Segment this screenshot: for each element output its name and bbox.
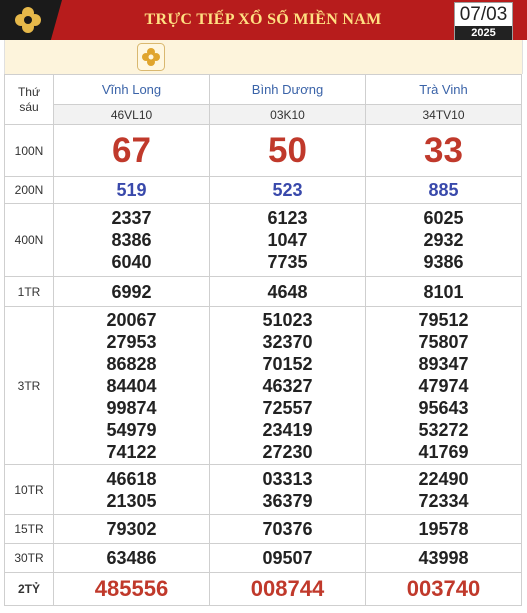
g6-value: 2337 [111, 208, 152, 228]
prize-label: 200N [5, 177, 54, 204]
table-row-special [5, 573, 522, 606]
prize-label: 2TỶ [5, 573, 54, 606]
table-row-g5 [5, 277, 522, 307]
g6-value: 6123 [267, 208, 308, 228]
g2-value: 70376 [210, 515, 366, 544]
flower-button-icon[interactable] [137, 43, 165, 71]
g6-value: 7735 [267, 252, 308, 272]
table-row-g4 [5, 307, 522, 465]
date-year: 2025 [455, 26, 512, 41]
code-cell: 03K10 [210, 105, 366, 125]
g7-value: 519 [54, 177, 210, 204]
table-row-provinces [5, 75, 522, 105]
g4-value: 27953 [106, 331, 157, 352]
g4-value: 23419 [262, 419, 313, 440]
prize-label: 10TR [5, 465, 54, 515]
results-table [4, 74, 522, 606]
g4-value: 70152 [262, 353, 313, 374]
table-row-g6 [5, 204, 522, 277]
table-row-g8 [5, 125, 522, 177]
g4-value: 46327 [262, 375, 313, 396]
g4-value: 89347 [418, 353, 469, 374]
g4-value: 20067 [106, 309, 157, 330]
g5-value: 8101 [366, 277, 522, 307]
code-cell: 46VL10 [54, 105, 210, 125]
g2-value: 19578 [366, 515, 522, 544]
g3-value: 46618 [106, 468, 157, 489]
logo [0, 0, 62, 40]
special-prize-value: 485556 [54, 573, 210, 606]
special-prize-value: 008744 [210, 573, 366, 606]
flower-logo-icon [12, 4, 44, 36]
prize-label: 400N [5, 204, 54, 277]
day-label [5, 75, 54, 125]
g6-cell [54, 204, 210, 277]
table-row-g3 [5, 465, 522, 515]
day-label-line1: Thứ [17, 84, 41, 99]
province-binh-duong[interactable]: Bình Dương [210, 75, 366, 105]
g4-value: 84404 [106, 375, 157, 396]
date-badge [454, 2, 513, 42]
prize-label: 30TR [5, 544, 54, 573]
g1-value: 09507 [210, 544, 366, 573]
g4-value: 47974 [418, 375, 469, 396]
province-vinh-long[interactable]: Vĩnh Long [54, 75, 210, 105]
g4-value: 53272 [418, 419, 469, 440]
g8-value: 33 [366, 125, 522, 177]
g4-value: 41769 [418, 441, 469, 462]
g5-value: 4648 [210, 277, 366, 307]
g3-value: 21305 [106, 490, 157, 511]
g6-value: 2932 [423, 230, 464, 250]
table-row-g1 [5, 544, 522, 573]
day-label-line2: sáu [19, 99, 39, 114]
g4-value: 75807 [418, 331, 469, 352]
prize-label: 1TR [5, 277, 54, 307]
g6-value: 8386 [111, 230, 152, 250]
prize-label: 15TR [5, 515, 54, 544]
code-cell: 34TV10 [366, 105, 522, 125]
g4-cell [54, 307, 210, 465]
g6-value: 6040 [111, 252, 152, 272]
g3-value: 36379 [262, 490, 313, 511]
g3-value: 03313 [262, 468, 313, 489]
table-row-g7 [5, 177, 522, 204]
g6-cell [366, 204, 522, 277]
prize-label: 3TR [5, 307, 54, 465]
g6-value: 9386 [423, 252, 464, 272]
special-prize-value: 003740 [366, 573, 522, 606]
prize-label: 100N [5, 125, 54, 177]
g6-value: 1047 [267, 230, 308, 250]
g4-value: 99874 [106, 397, 157, 418]
g3-cell [54, 465, 210, 515]
sub-bar [4, 40, 523, 74]
g3-value: 72334 [418, 490, 469, 511]
g1-value: 43998 [366, 544, 522, 573]
g8-value: 67 [54, 125, 210, 177]
g4-value: 79512 [418, 309, 469, 330]
page-title: TRỰC TIẾP XỔ SỐ MIỀN NAM [144, 11, 382, 28]
g3-cell [366, 465, 522, 515]
g4-cell [210, 307, 366, 465]
g4-value: 54979 [106, 419, 157, 440]
date-day-month: 07/03 [459, 4, 508, 25]
g2-value: 79302 [54, 515, 210, 544]
g3-value: 22490 [418, 468, 469, 489]
g3-cell [210, 465, 366, 515]
g8-value: 50 [210, 125, 366, 177]
table-row-codes [5, 105, 522, 125]
g6-cell [210, 204, 366, 277]
g7-value: 523 [210, 177, 366, 204]
g4-value: 72557 [262, 397, 313, 418]
g4-value: 51023 [262, 309, 313, 330]
g4-value: 86828 [106, 353, 157, 374]
g1-value: 63486 [54, 544, 210, 573]
g4-cell [366, 307, 522, 465]
g7-value: 885 [366, 177, 522, 204]
province-tra-vinh[interactable]: Trà Vinh [366, 75, 522, 105]
g4-value: 95643 [418, 397, 469, 418]
g4-value: 27230 [262, 441, 313, 462]
g4-value: 74122 [106, 441, 157, 462]
g4-value: 32370 [262, 331, 313, 352]
table-row-g2 [5, 515, 522, 544]
g5-value: 6992 [54, 277, 210, 307]
header-bar [0, 0, 527, 40]
g6-value: 6025 [423, 208, 464, 228]
